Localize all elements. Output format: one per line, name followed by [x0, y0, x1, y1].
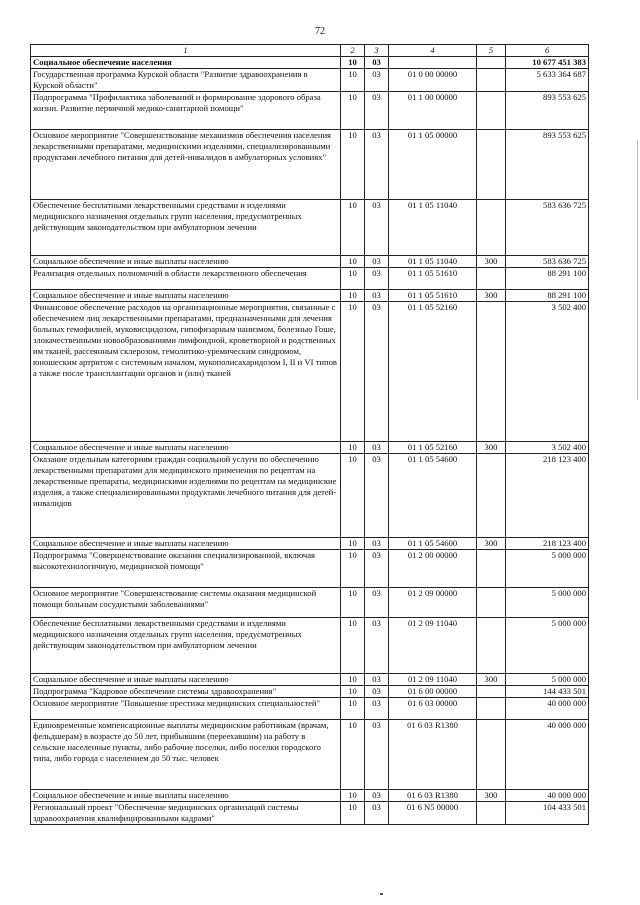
table-row	[31, 92, 589, 130]
row-expense-type	[477, 698, 506, 720]
row-col-3: 03	[365, 442, 389, 454]
row-name: Единовременные компенсационные выплаты медицинским работникам (врачам, фельдшерам) в возрасте до 50 лет, прибывшим (переехавшим) на работу в сельские населенные пункты, либо рабочие поселки, либо поселки городского типа, либо города с населением до 50 тыс. человек	[31, 720, 341, 790]
header-col-5: 5	[477, 45, 506, 57]
row-name: Социальное обеспечение населения	[31, 57, 341, 69]
table-row	[31, 290, 589, 302]
row-name: Обеспечение бесплатными лекарственными средствами и изделиями медицинского назначения отдельных групп населения, предусмотренных действующим законодательством при амбулаторном лечении	[31, 200, 341, 256]
row-col-2: 10	[341, 686, 365, 698]
row-col-3: 03	[365, 802, 389, 825]
row-name: Основное мероприятие "Повышение престижа медицинских специальностей"	[31, 698, 341, 720]
table-row	[31, 57, 589, 69]
row-col-3: 03	[365, 674, 389, 686]
row-col-3: 03	[365, 588, 389, 618]
page-number: 72	[315, 26, 325, 37]
row-target-article: 01 2 00 00000	[389, 550, 477, 588]
row-col-2: 10	[341, 92, 365, 130]
row-col-2: 10	[341, 130, 365, 200]
row-expense-type: 300	[477, 790, 506, 802]
row-name: Реализация отдельных полномочий в области лекарственного обеспечения	[31, 268, 341, 290]
row-expense-type	[477, 720, 506, 790]
table-row	[31, 720, 589, 790]
row-amount: 893 553 625	[506, 92, 589, 130]
row-target-article: 01 1 00 00000	[389, 92, 477, 130]
row-target-article: 01 1 05 52160	[389, 442, 477, 454]
row-expense-type	[477, 268, 506, 290]
row-amount: 218 123 400	[506, 454, 589, 538]
row-target-article: 01 1 05 54600	[389, 538, 477, 550]
row-col-2: 10	[341, 69, 365, 92]
row-target-article: 01 1 05 52160	[389, 302, 477, 442]
table-row	[31, 442, 589, 454]
header-col-4: 4	[389, 45, 477, 57]
row-col-2: 10	[341, 57, 365, 69]
row-name: Социальное обеспечение и иные выплаты населению	[31, 538, 341, 550]
row-expense-type: 300	[477, 538, 506, 550]
row-col-3: 03	[365, 268, 389, 290]
row-col-2: 10	[341, 290, 365, 302]
row-col-2: 10	[341, 454, 365, 538]
row-amount: 5 000 000	[506, 588, 589, 618]
table-row	[31, 698, 589, 720]
header-col-6: 6	[506, 45, 589, 57]
row-target-article: 01 6 00 00000	[389, 686, 477, 698]
row-target-article: 01 1 05 54600	[389, 454, 477, 538]
row-target-article: 01 1 05 51610	[389, 290, 477, 302]
row-amount: 5 000 000	[506, 674, 589, 686]
row-expense-type	[477, 454, 506, 538]
row-target-article	[389, 57, 477, 69]
row-amount: 104 433 501	[506, 802, 589, 825]
header-col-3: 3	[365, 45, 389, 57]
row-amount: 88 291 100	[506, 290, 589, 302]
row-name: Оказание отдельным категориям граждан социальной услуги по обеспечению лекарственными препаратами для медицинского применения по рецептам на лекарственные препараты, медицинскими изделиями по рецептам на медицинские изделия, а также специализированными продуктами лечебного питания для детей-инвалидов	[31, 454, 341, 538]
table-row	[31, 802, 589, 825]
row-col-3: 03	[365, 550, 389, 588]
row-amount: 10 677 451 383	[506, 57, 589, 69]
row-col-2: 10	[341, 618, 365, 674]
row-expense-type	[477, 550, 506, 588]
row-target-article: 01 2 09 11040	[389, 618, 477, 674]
row-expense-type	[477, 200, 506, 256]
row-col-3: 03	[365, 686, 389, 698]
row-amount: 5 000 000	[506, 618, 589, 674]
table-row	[31, 686, 589, 698]
row-expense-type: 300	[477, 674, 506, 686]
row-col-3: 03	[365, 92, 389, 130]
row-expense-type	[477, 130, 506, 200]
row-col-3: 03	[365, 618, 389, 674]
row-col-2: 10	[341, 256, 365, 268]
row-amount: 5 633 364 687	[506, 69, 589, 92]
row-col-3: 03	[365, 290, 389, 302]
row-amount: 40 000 000	[506, 790, 589, 802]
row-name: Социальное обеспечение и иные выплаты населению	[31, 442, 341, 454]
row-amount: 5 000 000	[506, 550, 589, 588]
row-col-3: 03	[365, 698, 389, 720]
row-col-3: 03	[365, 57, 389, 69]
row-expense-type: 300	[477, 256, 506, 268]
row-amount: 583 636 725	[506, 200, 589, 256]
row-col-2: 10	[341, 790, 365, 802]
row-amount: 40 000 000	[506, 720, 589, 790]
table-header-row	[31, 45, 589, 57]
row-name: Социальное обеспечение и иные выплаты населению	[31, 674, 341, 686]
scan-dot	[380, 893, 383, 895]
row-expense-type	[477, 92, 506, 130]
table-row	[31, 454, 589, 538]
row-target-article: 01 1 05 11040	[389, 200, 477, 256]
row-col-2: 10	[341, 588, 365, 618]
row-col-2: 10	[341, 550, 365, 588]
row-col-2: 10	[341, 268, 365, 290]
row-amount: 40 000 000	[506, 698, 589, 720]
row-expense-type	[477, 802, 506, 825]
table-row	[31, 130, 589, 200]
row-amount: 218 123 400	[506, 538, 589, 550]
row-amount: 3 502 400	[506, 442, 589, 454]
row-col-2: 10	[341, 674, 365, 686]
header-col-2: 2	[341, 45, 365, 57]
row-target-article: 01 0 00 00000	[389, 69, 477, 92]
row-name: Государственная программа Курской области "Развитие здравоохранения в Курской области"	[31, 69, 341, 92]
row-col-2: 10	[341, 442, 365, 454]
table-row	[31, 69, 589, 92]
row-name: Обеспечение бесплатными лекарственными средствами и изделиями медицинского назначения отдельных групп населения, предусмотренных действующим законодательством при амбулаторном лечении	[31, 618, 341, 674]
row-col-2: 10	[341, 200, 365, 256]
row-name: Социальное обеспечение и иные выплаты населению	[31, 290, 341, 302]
row-name: Подпрограмма "Совершенствование оказания специализированной, включая высокотехнологичную, медицинской помощи"	[31, 550, 341, 588]
table-row	[31, 200, 589, 256]
table-row	[31, 302, 589, 442]
table-row	[31, 674, 589, 686]
row-expense-type: 300	[477, 442, 506, 454]
row-col-3: 03	[365, 538, 389, 550]
row-target-article: 01 6 03 R1380	[389, 720, 477, 790]
row-amount: 3 502 400	[506, 302, 589, 442]
table-row	[31, 550, 589, 588]
row-name: Социальное обеспечение и иные выплаты населению	[31, 256, 341, 268]
row-amount: 144 433 501	[506, 686, 589, 698]
row-col-3: 03	[365, 720, 389, 790]
row-target-article: 01 2 09 00000	[389, 588, 477, 618]
row-col-3: 03	[365, 256, 389, 268]
table-row	[31, 588, 589, 618]
row-col-2: 10	[341, 698, 365, 720]
row-col-2: 10	[341, 802, 365, 825]
row-name: Подпрограмма "Профилактика заболеваний и формирование здорового образа жизни. Развитие первичной медико-санитарной помощи"	[31, 92, 341, 130]
row-target-article: 01 6 N5 00000	[389, 802, 477, 825]
row-amount: 583 636 725	[506, 256, 589, 268]
row-expense-type	[477, 686, 506, 698]
row-col-2: 10	[341, 302, 365, 442]
budget-table	[30, 44, 589, 825]
row-target-article: 01 2 09 11040	[389, 674, 477, 686]
table-row	[31, 618, 589, 674]
row-target-article: 01 6 03 R1380	[389, 790, 477, 802]
row-name: Социальное обеспечение и иные выплаты населению	[31, 790, 341, 802]
table-row	[31, 538, 589, 550]
row-col-3: 03	[365, 790, 389, 802]
row-col-2: 10	[341, 720, 365, 790]
row-target-article: 01 1 05 51610	[389, 268, 477, 290]
row-amount: 893 553 625	[506, 130, 589, 200]
row-col-3: 03	[365, 130, 389, 200]
row-col-2: 10	[341, 538, 365, 550]
header-col-1: 1	[31, 45, 341, 57]
row-expense-type	[477, 588, 506, 618]
row-expense-type	[477, 618, 506, 674]
row-col-3: 03	[365, 69, 389, 92]
row-col-3: 03	[365, 454, 389, 538]
row-expense-type	[477, 69, 506, 92]
row-name: Основное мероприятие "Совершенствование системы оказания медицинской помощи больным сосудистыми заболеваниями"	[31, 588, 341, 618]
row-name: Основное мероприятие "Совершенствование механизмов обеспечения населения лекарственными препаратами, медицинскими изделиями, специализированными продуктами лечебного питания для детей-инвалидов в амбулаторных условиях"	[31, 130, 341, 200]
row-expense-type	[477, 302, 506, 442]
table-row	[31, 790, 589, 802]
row-col-3: 03	[365, 302, 389, 442]
row-name: Региональный проект "Обеспечение медицинских организаций системы здравоохранения квалифицированными кадрами"	[31, 802, 341, 825]
row-target-article: 01 6 03 00000	[389, 698, 477, 720]
table-row	[31, 268, 589, 290]
row-col-3: 03	[365, 200, 389, 256]
row-target-article: 01 1 05 00000	[389, 130, 477, 200]
row-expense-type	[477, 57, 506, 69]
row-name: Подпрограмма "Кадровое обеспечение системы здравоохранения"	[31, 686, 341, 698]
table-row	[31, 256, 589, 268]
row-amount: 88 291 100	[506, 268, 589, 290]
scan-edge-line	[637, 140, 638, 400]
row-name: Финансовое обеспечение расходов на организационные мероприятия, связанные с обеспечением лиц лекарственными препаратами, предназначенными для лечения больных гемофилией, муковисцидозом, гипофизарным нанизмом, болезнью Гоше, злокачественными новообразованиями лимфоидной, кроветворной и родственных им тканей, рассеянным склерозом, гемолитико-уремическим синдромом, юношеским артритом с системным началом, мукополисахаридозом I, II и VI типов а также после трансплантации органов и (или) тканей	[31, 302, 341, 442]
row-expense-type: 300	[477, 290, 506, 302]
row-target-article: 01 1 05 11040	[389, 256, 477, 268]
